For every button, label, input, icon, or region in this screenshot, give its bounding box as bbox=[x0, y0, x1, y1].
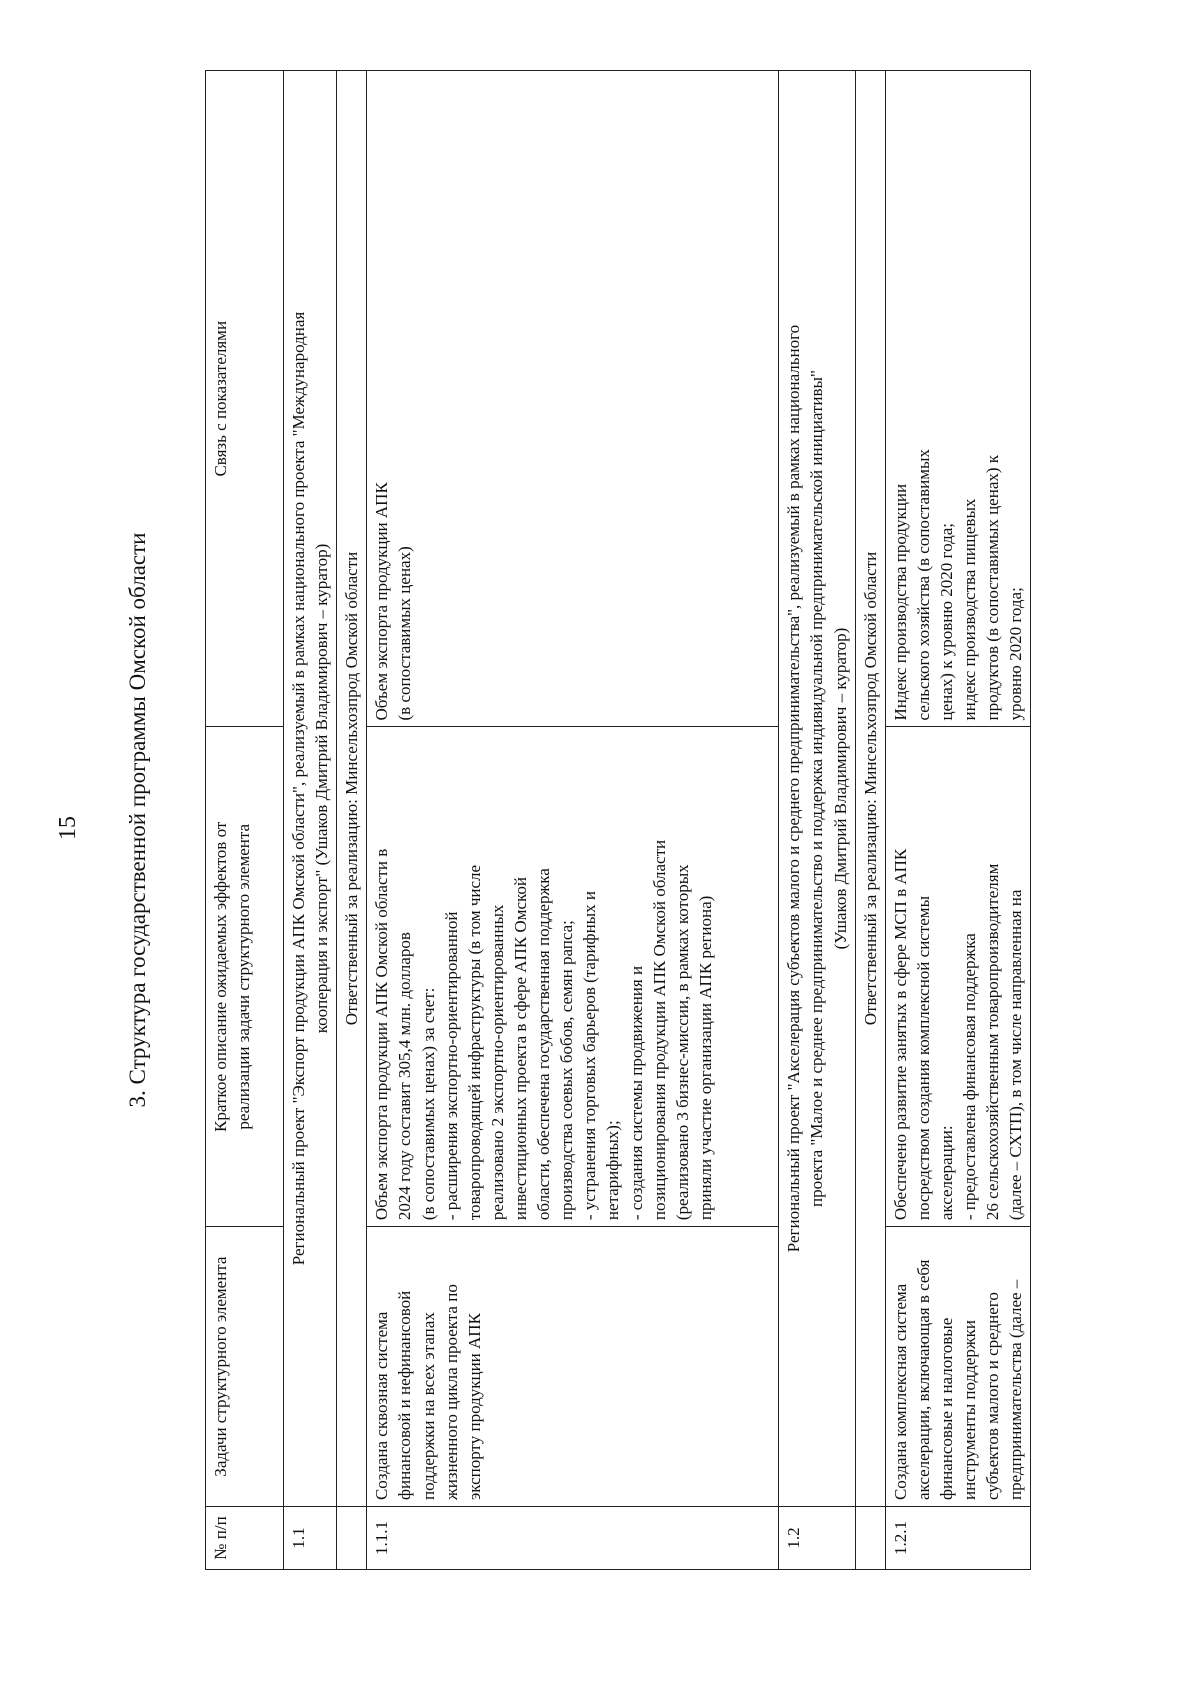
task-num: 1.1.1 bbox=[367, 1507, 779, 1570]
responsible-text: Ответственный за реализацию: Минсельхозпрод Омской области bbox=[855, 71, 885, 1507]
task-num: 1.2.1 bbox=[885, 1507, 1031, 1570]
header-num: № п/п bbox=[206, 1507, 284, 1570]
task-text: Создана комплексная система акселерации, включающая в себя финансовые и налоговые инструменты поддержки субъектов малого и среднего предпринимательства (далее – bbox=[885, 1227, 1031, 1507]
project-row bbox=[284, 71, 337, 1570]
header-link: Связь с показателями bbox=[206, 71, 284, 727]
responsible-row bbox=[855, 71, 885, 1570]
link-text: Объем экспорта продукции АПК (в сопоставимых ценах) bbox=[367, 71, 779, 727]
structure-table bbox=[205, 70, 1031, 1570]
rotated-page bbox=[55, 70, 1075, 1570]
link-text: Индекс производства продукции сельского хозяйства (в сопоставимых ценах) к уровню 2020 года; индекс производства пищевых продуктов (в сопоставимых ценах) к уровню 2020 года; bbox=[885, 71, 1031, 727]
project-row bbox=[779, 71, 855, 1570]
header-tasks: Задачи структурного элемента bbox=[206, 1227, 284, 1507]
table-row bbox=[367, 71, 779, 1570]
header-effects: Краткое описание ожидаемых эффектов от реализации задачи структурного элемента bbox=[206, 727, 284, 1227]
page-title: 3. Структура государственной программы Омской области bbox=[125, 532, 150, 1108]
project-title: Региональный проект "Акселерация субъектов малого и среднего предпринимательства", реализуемый в рамках национального проекта "Малое и среднее предпринимательство и поддержка индивидуальной предпринимательской инициативы" (Ушаков Дмитрий Владимирович – куратор) bbox=[779, 71, 855, 1507]
task-text: Создана сквозная система финансовой и нефинансовой поддержки на всех этапах жизненного цикла проекта по экспорту продукции АПК bbox=[367, 1227, 779, 1507]
page-number: 15 bbox=[55, 816, 81, 840]
project-title: Региональный проект "Экспорт продукции АПК Омской области", реализуемый в рамках национального проекта "Международная кооперация и экспорт" (Ушаков Дмитрий Владимирович – куратор) bbox=[284, 71, 337, 1507]
effect-text: Обеспечено развитие занятых в сфере МСП в АПК посредством создания комплексной системы акселерации: - предоставлена финансовая поддержка 26 сельскохозяйственным товаропроизводителям (далее – СХТП), в том числе направленная на bbox=[885, 727, 1031, 1227]
responsible-row bbox=[337, 71, 367, 1570]
header-row bbox=[206, 71, 284, 1570]
table-row bbox=[885, 71, 1031, 1570]
responsible-text: Ответственный за реализацию: Минсельхозпрод Омской области bbox=[337, 71, 367, 1507]
project-num: 1.2 bbox=[779, 1507, 855, 1570]
project-num: 1.1 bbox=[284, 1507, 337, 1570]
effect-text: Объем экспорта продукции АПК Омской области в 2024 году составит 305,4 млн. долларов (в сопоставимых ценах) за счет: - расширения экспортно-ориентированной товаропроводящей инфраструктуры (в том числе реализовано 2 экспортно-ориентированных инвестиционных проекта в сфере АПК Омской области, обеспечена государственная поддержка производства соевых бобов, семян рапса; - устранения торговых барьеров (тарифных и нетарифных); - создания системы продвижения и позиционирования продукции АПК Омской области (реализовано 3 бизнес-миссии, в рамках которых приняли участие организации АПК региона) bbox=[367, 727, 779, 1227]
